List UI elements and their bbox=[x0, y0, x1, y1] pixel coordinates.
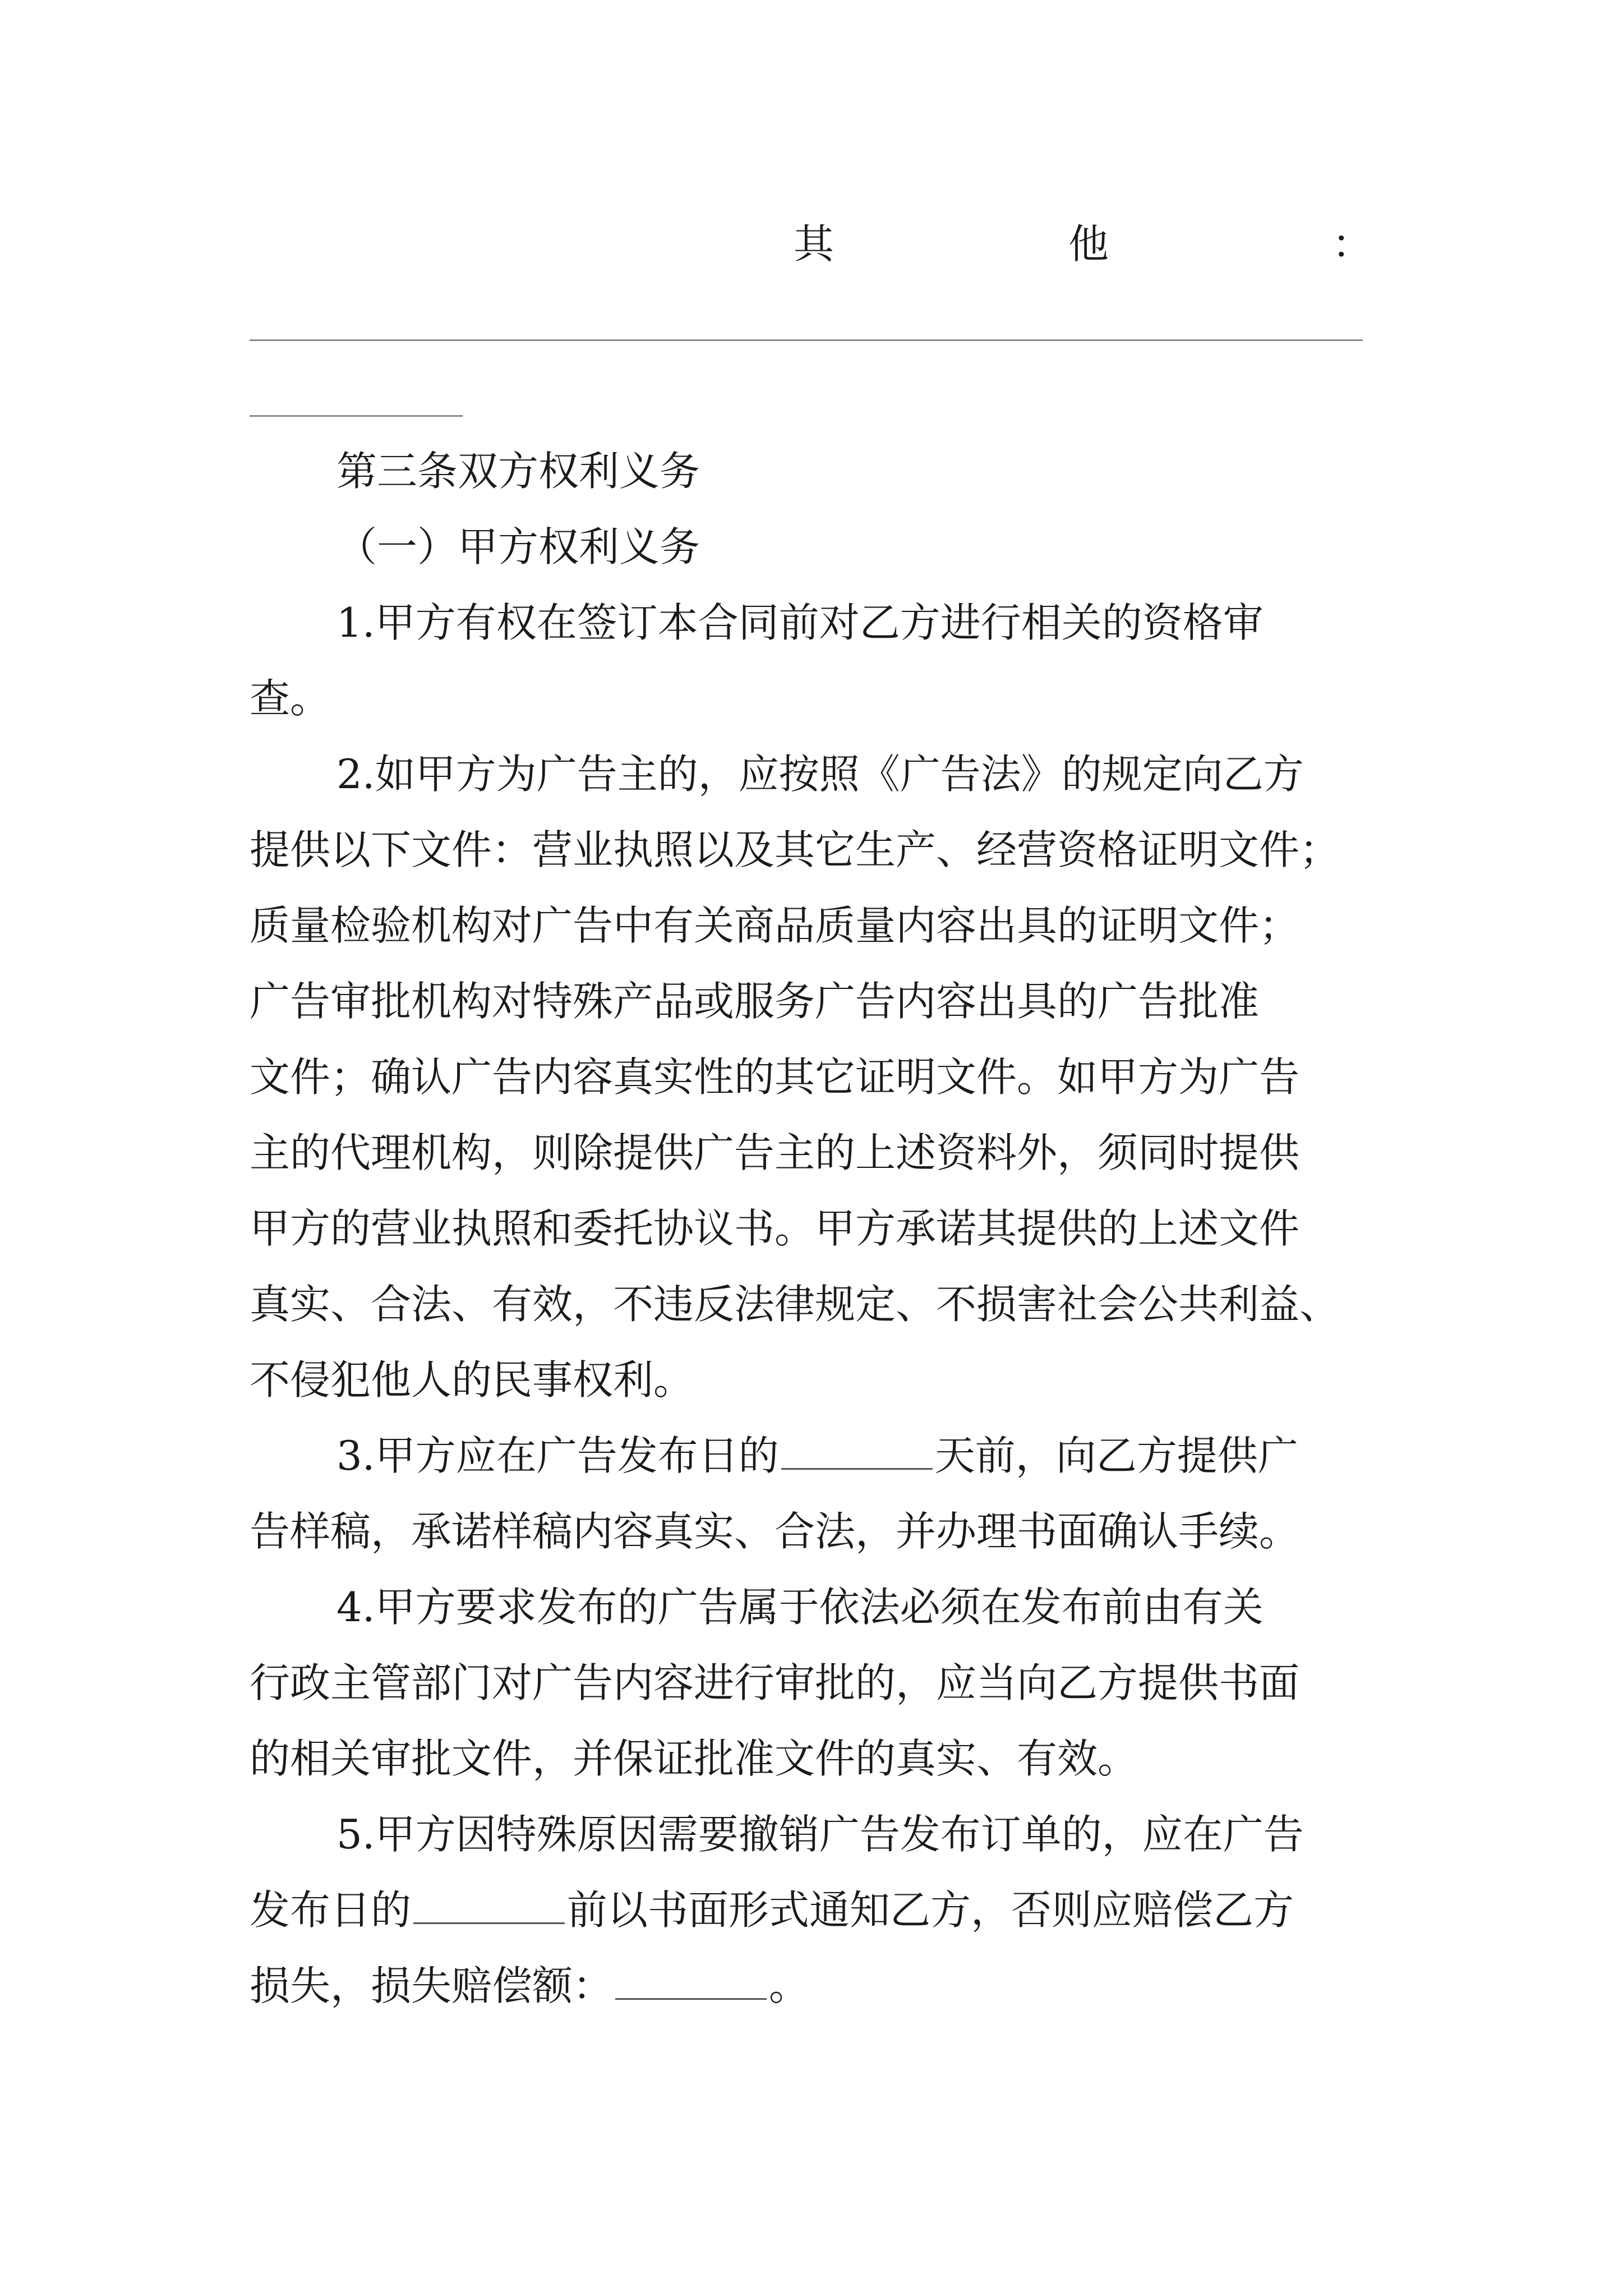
item2-line5: 文件；确认广告内容真实性的其它证明文件。如甲方为广告 bbox=[250, 1053, 1300, 1101]
item4-line3: 的相关审批文件，并保证批准文件的真实、有效。 bbox=[250, 1735, 1138, 1782]
days-blank[interactable] bbox=[781, 1432, 933, 1470]
subsection-title: （一）甲方权利义务 bbox=[336, 523, 700, 570]
item2-line8: 真实、合法、有效，不违反法律规定、不损害社会公共利益、 bbox=[250, 1281, 1340, 1328]
item5-line2 bbox=[250, 1882, 1294, 1938]
item5-text-after-blank: 前以书面形式通知乙方，否则应赔偿乙方 bbox=[567, 1887, 1294, 1934]
item5-line3 bbox=[250, 1958, 809, 2014]
item4-line2: 行政主管部门对广告内容进行审批的，应当向乙方提供书面 bbox=[250, 1659, 1300, 1706]
item2-line7: 甲方的营业执照和委托协议书。甲方承诺其提供的上述文件 bbox=[250, 1205, 1300, 1252]
item2-line9: 不侵犯他人的民事权利。 bbox=[250, 1356, 694, 1404]
item5-text-before-blank: 发布日的 bbox=[250, 1887, 412, 1934]
compensation-label: 损失，损失赔偿额： bbox=[250, 1962, 614, 2009]
compensation-amount-blank[interactable] bbox=[615, 1962, 767, 2000]
item4-line1: 4.甲方要求发布的广告属于依法必须在发布前由有关 bbox=[336, 1584, 1264, 1631]
item2-line1: 2.如甲方为广告主的，应按照《广告法》的规定向乙方 bbox=[336, 751, 1304, 798]
section-title: 第三条双方权利义务 bbox=[336, 448, 700, 495]
item1-line1: 1.甲方有权在签订本合同前对乙方进行相关的资格审 bbox=[336, 599, 1264, 646]
item2-line6: 主的代理机构，则除提供广告主的上述资料外，须同时提供 bbox=[250, 1129, 1300, 1176]
item5-period: 。 bbox=[769, 1962, 810, 2009]
fill-in-line-short bbox=[250, 415, 463, 417]
item3-text-after-blank: 天前，向乙方提供广 bbox=[934, 1432, 1298, 1479]
item3-text-before-blank: 3.甲方应在广告发布日的 bbox=[336, 1432, 779, 1479]
item2-line4: 广告审批机构对特殊产品或服务广告内容出具的广告批准 bbox=[250, 978, 1260, 1025]
fill-in-line-long bbox=[250, 339, 1363, 341]
heading-char-ta: 他 bbox=[1068, 220, 1109, 268]
item1-line2: 查。 bbox=[250, 675, 331, 722]
heading-char-qi: 其 bbox=[794, 220, 834, 268]
item2-line2: 提供以下文件：营业执照以及其它生产、经营资格证明文件； bbox=[250, 826, 1340, 873]
item3-line1 bbox=[336, 1428, 1298, 1484]
notice-period-blank[interactable] bbox=[413, 1887, 565, 1924]
heading-colon: ： bbox=[1332, 220, 1373, 268]
item5-line1: 5.甲方因特殊原因需要撤销广告发布订单的，应在广告 bbox=[336, 1811, 1304, 1858]
item3-line2: 告样稿，承诺样稿内容真实、合法，并办理书面确认手续。 bbox=[250, 1508, 1300, 1555]
item2-line3: 质量检验机构对广告中有关商品质量内容出具的证明文件； bbox=[250, 902, 1300, 949]
